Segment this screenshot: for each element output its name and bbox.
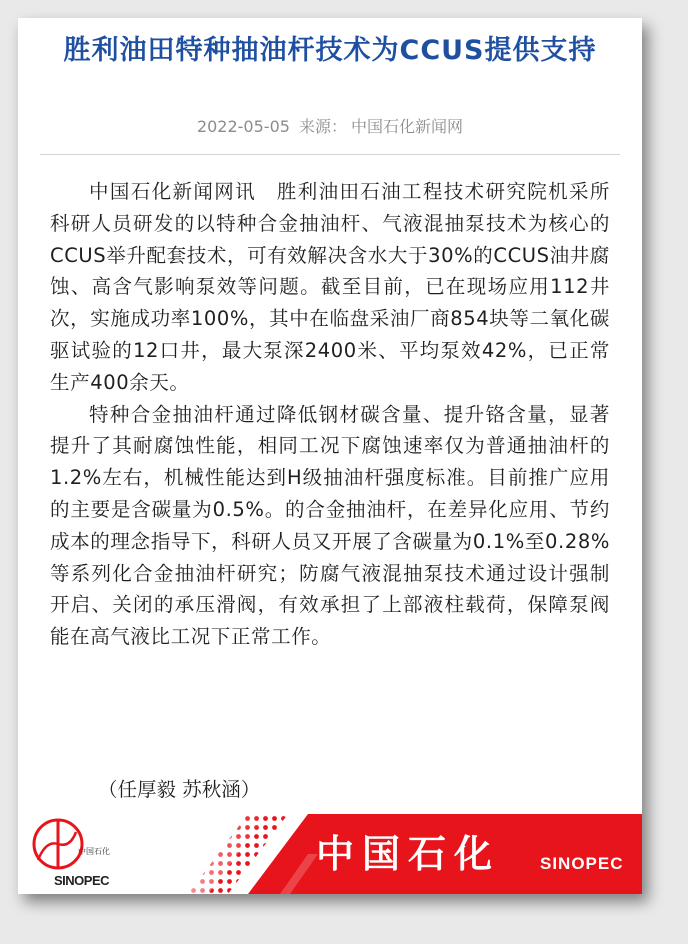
paragraph-2: 特种合金抽油杆通过降低钢材碳含量、提升铬含量，显著提升了其耐腐蚀性能，相同工况下腐蚀速率仅为普通抽油杆的1.2%左右，机械性能达到H级抽油杆强度标准。目前推广应用的主要是含碳量为0.5%。的合金抽油杆，在差异化应用、节约成本的理念指导下，科研人员又开展了含碳量为0.1%至0.28%等系列化合金抽油杆研究；防腐气液混抽泵技术通过设计强制开启、关闭的承压滑阀，有效承担了上部液柱载荷，保障泵阀能在高气液比工况下正常工作。 [50,402,610,649]
divider [40,154,620,155]
banner-name-cn: 中国石化 [316,831,501,876]
source-name[interactable]: 中国石化新闻网 [351,117,464,136]
logo-text-en: SINOPEC [54,873,110,888]
banner-name-en: SINOPEC [540,854,624,873]
logo-text-cn: 中国石化 [78,847,110,856]
source-label: 来源： [299,117,348,136]
sinopec-banner [18,814,642,894]
publish-date: 2022-05-05 [196,117,290,136]
article-card [18,18,642,894]
article-title: 胜利油田特种抽油杆技术为CCUS提供支持 [63,35,597,66]
author-byline: （任厚毅 苏秋涵） [98,778,261,801]
article-body [50,176,610,653]
paragraph-1: 中国石化新闻网讯 胜利油田石油工程技术研究院机采所科研人员研发的以特种合金抽油杆、气液混抽泵技术为核心的CCUS举升配套技术，可有效解决含水大于30%的CCUS油井腐蚀、高含气影响泵效等问题。截至目前，已在现场应用112井次，实施成功率100%，其中在临盘采油厂商854块等二氧化碳驱试验的12口井，最大泵深2400米、平均泵效42%，已正常生产400余天。 [50,180,610,394]
article-meta [18,116,642,138]
